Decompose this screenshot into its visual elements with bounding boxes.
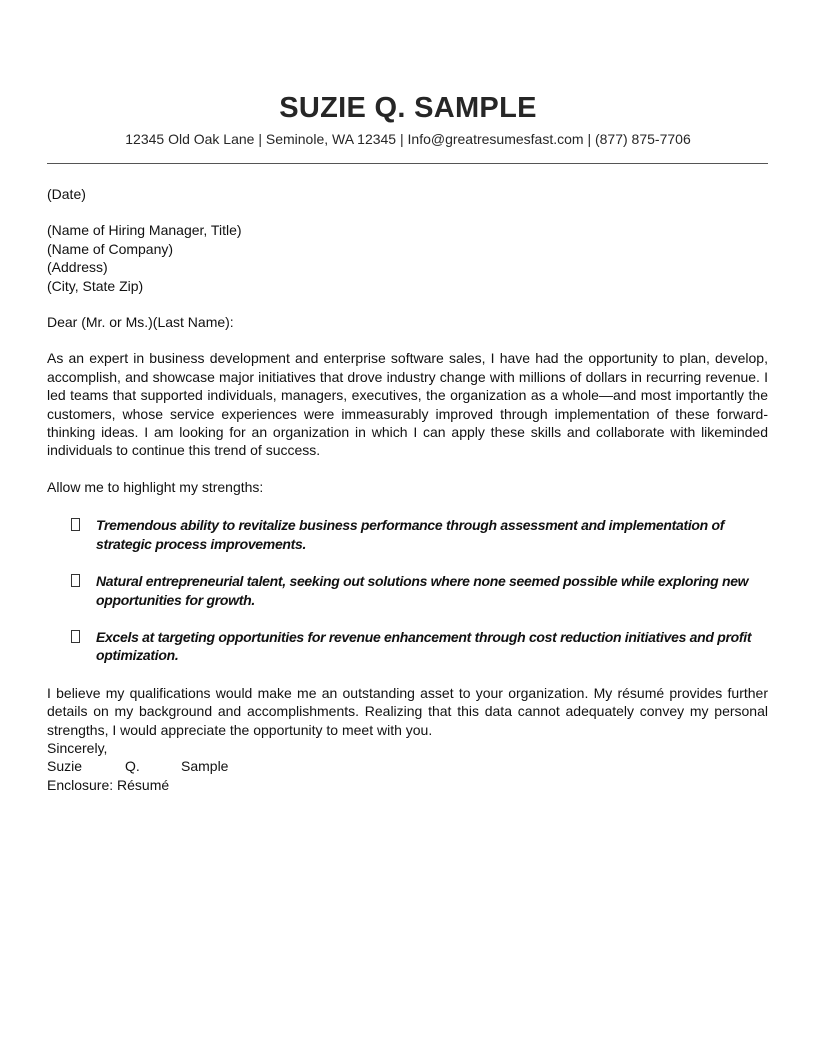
salutation: Dear (Mr. or Ms.)(Last Name): [47, 314, 234, 331]
bullet-icon [71, 574, 80, 587]
recipient-line: (City, State Zip) [47, 277, 144, 294]
header-divider [47, 163, 768, 164]
signature-middle: Q. [125, 758, 140, 775]
strength-text: Tremendous ability to revitalize business performance through assessment and implementation of strategic process improvements. [96, 517, 725, 552]
applicant-name: SUZIE Q. SAMPLE [279, 92, 537, 124]
recipient-address [47, 221, 768, 295]
closing-paragraph: I believe my qualifications would make me an outstanding asset to your organization. My résumé provides further details on my background and accomplishments. Realizing that this data cannot adequately convey my personal strengths, I would appreciate the opportunity to meet with you. [47, 684, 768, 738]
recipient-line: (Name of Company) [47, 240, 174, 257]
strengths-list [47, 516, 768, 664]
intro-paragraph: As an expert in business development and enterprise software sales, I have had the opportunity to plan, develop, accomplish, and showcase major initiatives that drove industry change with millions of dollars in recurring revenue. I led teams that supported individuals, managers, executives, the organization as a whole—and most importantly the customers, whose service experiences were immeasurably improved through implementation of these forward-thinking ideas. I am looking for an organization in which I can apply these skills and collaborate with likeminded individuals to continue this trend of success. [47, 350, 768, 459]
list-item [47, 516, 768, 553]
contact-info: 12345 Old Oak Lane | Seminole, WA 12345 | Info@greatresumesfast.com | (877) 875-7706 [125, 131, 691, 147]
signature-name [47, 757, 768, 775]
strengths-intro: Allow me to highlight my strengths: [47, 478, 264, 495]
signature-last: Sample [181, 758, 229, 775]
bullet-icon [71, 630, 80, 643]
letter-body [47, 185, 768, 794]
strength-text: Excels at targeting opportunities for revenue enhancement through cost reduction initiatives and profit optimization. [96, 628, 752, 664]
recipient-line: (Address) [47, 259, 108, 276]
recipient-line: (Name of Hiring Manager, Title) [47, 222, 242, 239]
list-item [47, 572, 768, 609]
signoff: Sincerely, [47, 739, 108, 756]
enclosure-line: Enclosure: Résumé [47, 776, 170, 793]
list-item [47, 628, 768, 665]
strength-text: Natural entrepreneurial talent, seeking out solutions where none seemed possible while exploring new opportunities for growth. [96, 573, 749, 608]
bullet-icon [71, 518, 80, 531]
signature-first: Suzie [47, 758, 83, 775]
date-line: (Date) [47, 186, 86, 202]
